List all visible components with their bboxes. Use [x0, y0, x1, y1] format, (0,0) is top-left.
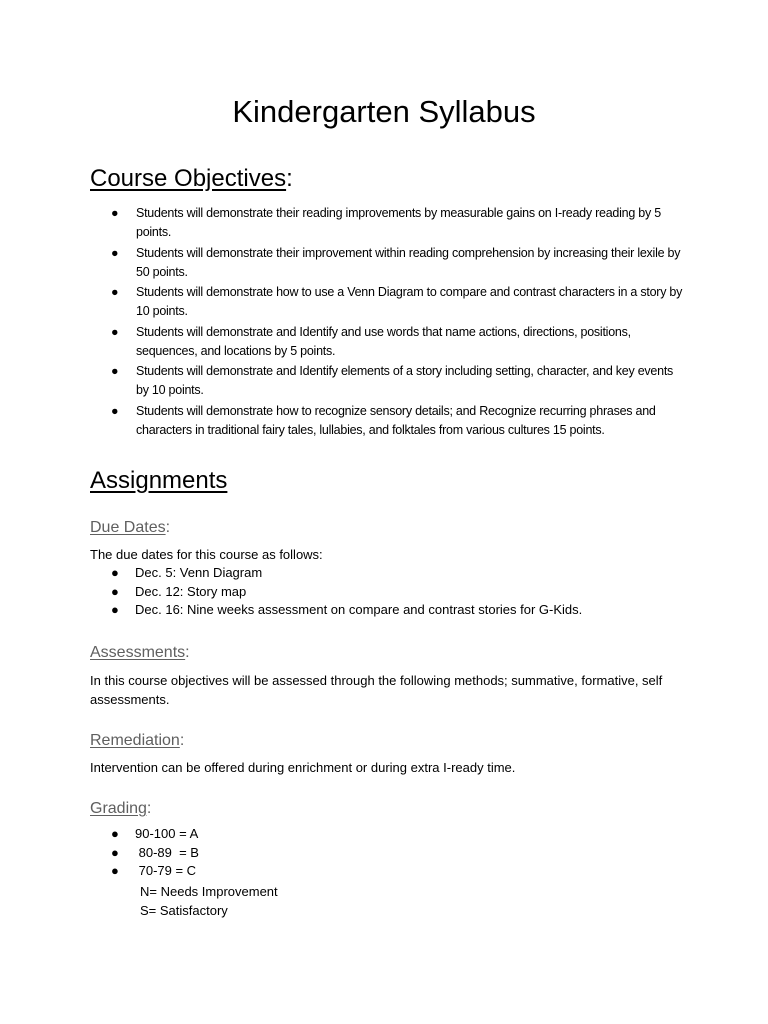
list-item [105, 283, 685, 321]
bullet-icon: ● [111, 245, 119, 260]
assessments-heading [90, 642, 190, 664]
due-date-text: Dec. 12: Story map [135, 583, 247, 599]
list-item [105, 862, 199, 881]
due-dates-intro: The due dates for this course as follows: [90, 547, 323, 562]
grading-notes [140, 882, 278, 920]
bullet-icon: ● [111, 844, 119, 860]
assignments-heading [90, 466, 227, 496]
course-objectives-heading [90, 164, 293, 194]
due-dates-list [105, 564, 582, 620]
grade-text: 70-79 = C [135, 863, 197, 878]
bullet-icon: ● [111, 826, 119, 841]
due-date-text: Dec. 5: Venn Diagram [135, 565, 263, 580]
grading-list [105, 825, 199, 881]
list-item [105, 204, 685, 242]
bullet-icon: ● [111, 602, 119, 617]
grade-text: 80-89 = B [135, 844, 199, 860]
list-item [105, 844, 199, 863]
course-objectives-heading-colon: : [286, 165, 293, 192]
bullet-icon: ● [111, 863, 119, 878]
assessments-heading-text: Assessments [90, 644, 186, 661]
objective-text: Students will demonstrate their reading improvements by measurable gains on I-ready reading by 5 points. [136, 206, 661, 239]
list-item [105, 601, 582, 620]
objective-text: Students will demonstrate how to use a Venn Diagram to compare and contrast characters in a story by 10 points. [136, 285, 683, 318]
list-item [105, 402, 685, 440]
grading-heading-colon: : [146, 800, 152, 817]
list-item [105, 564, 582, 583]
remediation-heading [90, 730, 184, 752]
objective-text: Students will demonstrate and Identify elements of a story including setting, character, and key events by 10 points. [136, 364, 674, 397]
due-dates-heading-colon: : [165, 519, 171, 536]
grading-heading-text: Grading [90, 800, 147, 817]
assignments-heading-text: Assignments [90, 467, 228, 494]
bullet-icon: ● [111, 285, 119, 299]
document-title: Kindergarten Syllabus [232, 94, 536, 129]
remediation-heading-text: Remediation [90, 732, 180, 749]
objective-text: Students will demonstrate and Identify and use words that name actions, directions, positions, sequences, and locations by 5 points. [136, 324, 631, 358]
bullet-icon: ● [111, 565, 119, 580]
remediation-heading-colon: : [179, 732, 185, 749]
grading-note: S= Satisfactory [140, 903, 228, 918]
list-item [105, 583, 582, 602]
list-item [105, 323, 685, 361]
list-item [105, 244, 685, 282]
course-objectives-list [105, 204, 685, 441]
list-item [105, 825, 199, 844]
bullet-icon: ● [111, 403, 119, 418]
course-objectives-heading-text: Course Objectives [90, 165, 287, 192]
objective-text: Students will demonstrate their improvement within reading comprehension by increasing their lexile by 50 points. [136, 245, 681, 279]
bullet-icon: ● [111, 583, 119, 599]
list-item [105, 362, 685, 400]
bullet-icon: ● [111, 206, 119, 220]
due-dates-heading [90, 517, 170, 539]
assessments-heading-colon: : [185, 644, 190, 661]
grade-text: 90-100 = A [135, 826, 199, 841]
objective-text: Students will demonstrate how to recognize sensory details; and Recognize recurring phrases and characters in traditional fairy tales, lullabies, and folktales from various cultures 15 points. [136, 403, 656, 437]
grading-heading [90, 798, 151, 820]
bullet-icon: ● [111, 324, 119, 339]
bullet-icon: ● [111, 364, 119, 378]
assessments-text: In this course objectives will be assessed through the following methods; summative, formative, self assessments. [90, 673, 663, 707]
grading-note: N= Needs Improvement [140, 884, 278, 899]
remediation-text: Intervention can be offered during enrichment or during extra I-ready time. [90, 760, 516, 775]
due-dates-heading-text: Due Dates [90, 519, 166, 536]
due-date-text: Dec. 16: Nine weeks assessment on compare and contrast stories for G-Kids. [135, 602, 583, 617]
